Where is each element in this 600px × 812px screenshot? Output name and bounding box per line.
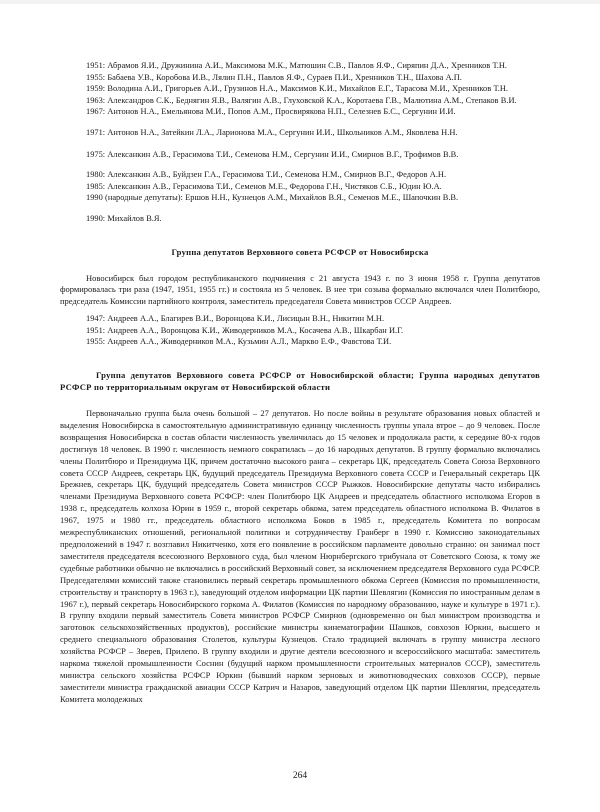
roster-line: 1975: Алексанкин А.В., Герасимова Т.И., Семенова Н.М., Сергунин И.И., Смирнов В.Г., Трофимов В.В. [86, 149, 459, 159]
section-heading-novosibirsk-oblast: Группа депутатов Верховного совета РСФСР от Новосибирской области; Группа народных депутатов РСФСР по территориальным округам от Новосибирской области [60, 370, 540, 393]
spacer [60, 258, 540, 273]
roster-line: 1955: Бабаева У.В., Коробова И.В., Лялин П.Н., Павлов Я.Ф., Сураев П.И., Хренников Т.Н., Шахова А.П. [86, 72, 462, 82]
roster-line: 1971: Антонов Н.А., Затейкин Л.А., Ларионова М.А., Сергунин И.И., Школьников А.М., Яковлева Н.Н. [86, 128, 458, 138]
section-one-paragraph: Новосибирск был городом республиканского подчинения с 21 августа 1943 г. по 3 июня 1958 г. Группа депутатов формировалась три раза (1947, 1951, 1955 гг.) и состояла из 5 человек. В нее три созыва формально включался член Политбюро, председатель Комиссии партийного контроля, заместитель председателя Совета министров СССР Андреев. [60, 272, 540, 307]
spacer [60, 160, 540, 169]
roster-line: 1963: Александров С.К., Беднягин Я.В., Валягин А.В., Глуховской К.А., Коротаева Г.В., Малютина А.М., Степаков В.И. [86, 95, 517, 105]
roster-line: 1985: Алексанкин А.В., Герасимова Т.И., Семенов М.Е., Федорова Г.Н., Чистяков С.Б., Юдин Ю.А. [86, 181, 442, 191]
section-heading-novosibirsk-city: Группа депутатов Верховного совета РСФСР от Новосибирска [171, 246, 429, 257]
roster-line: 1951: Андреев А.А., Воронцова К.И., Живодерников М.А., Косачева А.В., Шкарбан И.Г. [86, 325, 404, 335]
roster-list-section-one [60, 313, 540, 348]
roster-line: 1967: Антонов Н.А., Емельянова М.И., Попов А.М., Просвирякова Н.П., Селезнев Б.С., Сергунин И.И. [86, 107, 456, 117]
page-top-edge [0, 0, 600, 4]
roster-line: 1947: Андреев А.А., Благирев В.И., Воронцова К.И., Лисицын В.Н., Никитин М.Н. [86, 314, 385, 324]
page-content [60, 60, 540, 706]
roster-line: 1959: Володина А.И., Григорьев А.И., Грузинов Н.А., Максимов К.И., Михайлов Е.Г., Тарасова М.И., Хренников Т.Н. [86, 84, 508, 94]
spacer [60, 204, 540, 213]
spacer [60, 225, 540, 246]
roster-line: 1990 (народные депутаты): Ершов Н.Н., Кузнецов А.М., Михайлов В.Я., Семенов М.Е., Шапочкин В.В. [86, 193, 459, 203]
roster-line: 1980: Алексанкин А.В., Буйдзен Г.А., Герасимова Т.И., Семенова Н.М., Смирнов В.Г., Федоров А.Н. [86, 170, 447, 180]
spacer [60, 348, 540, 369]
section-two-paragraph: Первоначально группа была очень большой – 27 депутатов. Но после войны в результате образования новых областей и выделения Новосибирска в самостоятельную административную единицу численность группы упала втрое – до 9 человек. После возвращения Новосибирска в состав области численность увеличилась до 15 человек и продолжала расти, к середине 80-х годов достигнув 18 человек. В 1990 г. численность немного сократилась – до 16 народных депутатов. В группу формально включались члены Политбюро и Президиума ЦК, причем достаточно высокого ранга – секретарь ЦК, председатель Совета Союза Верховного совета СССР Андреев, секретарь ЦК, будущий председатель Президиума Верховного совета СССР и Генеральный секретарь ЦК Брежнев, секретарь ЦК, будущий председатель Совета министров СССР Рыжков. Новосибирские депутаты часто избирались членами Президиума Верховного совета РСФСР: член Политбюро ЦК Андреев и председатель областного исполкома Егоров в 1938 г., председатель колхоза Юрин в 1959 г., второй секретарь обкома, затем председатель областного исполкома В. Филатов в 1967, 1975 и 1980 гг., председатель областного исполкома Боков в 1985 г., председатель Комитета по вопросам межреспубликанских отношений, региональной политики и сотрудничеству Гранберг в 1990 г. Комиссию законодательных предположений в 1947 г. возглавил Никитченко, хотя его появление в российском парламенте довольно странно: он занимал пост заместителя председателя всесоюзного Верховного суда, был членом Нюрнбергского трибунала от Советского Союза, к тому же судебные работники обычно не включались в российский Верховный совет, за исключением председателя Верховного суда РСФСР. Председателями комиссий также становились первый секретарь промышленного обкома Сергеев (Комиссия по промышленности, строительству и транспорту в 1963 г.), заведующий отделом информации ЦК партии Шевлягин (Комиссия по иностранным делам в 1967 г.), первый секретарь Новосибирского горкома А. Филатов (Комиссия по народному образованию, науке и культуре в 1971 г.). В группу входили первый заместитель Совета министров РСФСР Смирнов (одновременно он был министром производства и заготовок сельскохозяйственных продуктов), российские министры кинематографии Шашков, совхозов Юркин, высшего и среднего специального образования Столетов, культуры Кузнецов. Стало традицией включать в группу министра лесного хозяйства РСФСР – Зверев, Прилепо. В группу входили и другие деятели всесоюзного и всероссийского масштаба: заместитель наркома тяжелой промышленности Соснин (будущий нарком промышленности строительных материалов СССР), заместитель министра сельского хозяйства РСФСР Юркин (бывший нарком зерновых и животноводческих совхозов СССР), первые заместители министра гражданской авиации СССР Катрич и Назаров, заведующий отделом ЦК партии Шевлягин, председатель Комитета молодежных [60, 408, 540, 704]
roster-line: 1955: Андреев А.А., Живодерников М.А., Кузьмин А.Л., Марквo Е.Ф., Фавстова Т.И. [86, 337, 392, 347]
roster-line-1990: 1990: Михайлов В.Я. [86, 213, 162, 223]
roster-list-1980s [60, 169, 540, 204]
page-number: 264 [292, 771, 308, 781]
spacer [60, 393, 540, 408]
roster-list-top [60, 60, 540, 160]
roster-line: 1951: Абрамов Я.И., Дружинина А.И., Максимова М.К., Матюшин С.В., Павлов Я.Ф., Сиряпин Д.А., Хренников Т.Н. [86, 61, 508, 70]
